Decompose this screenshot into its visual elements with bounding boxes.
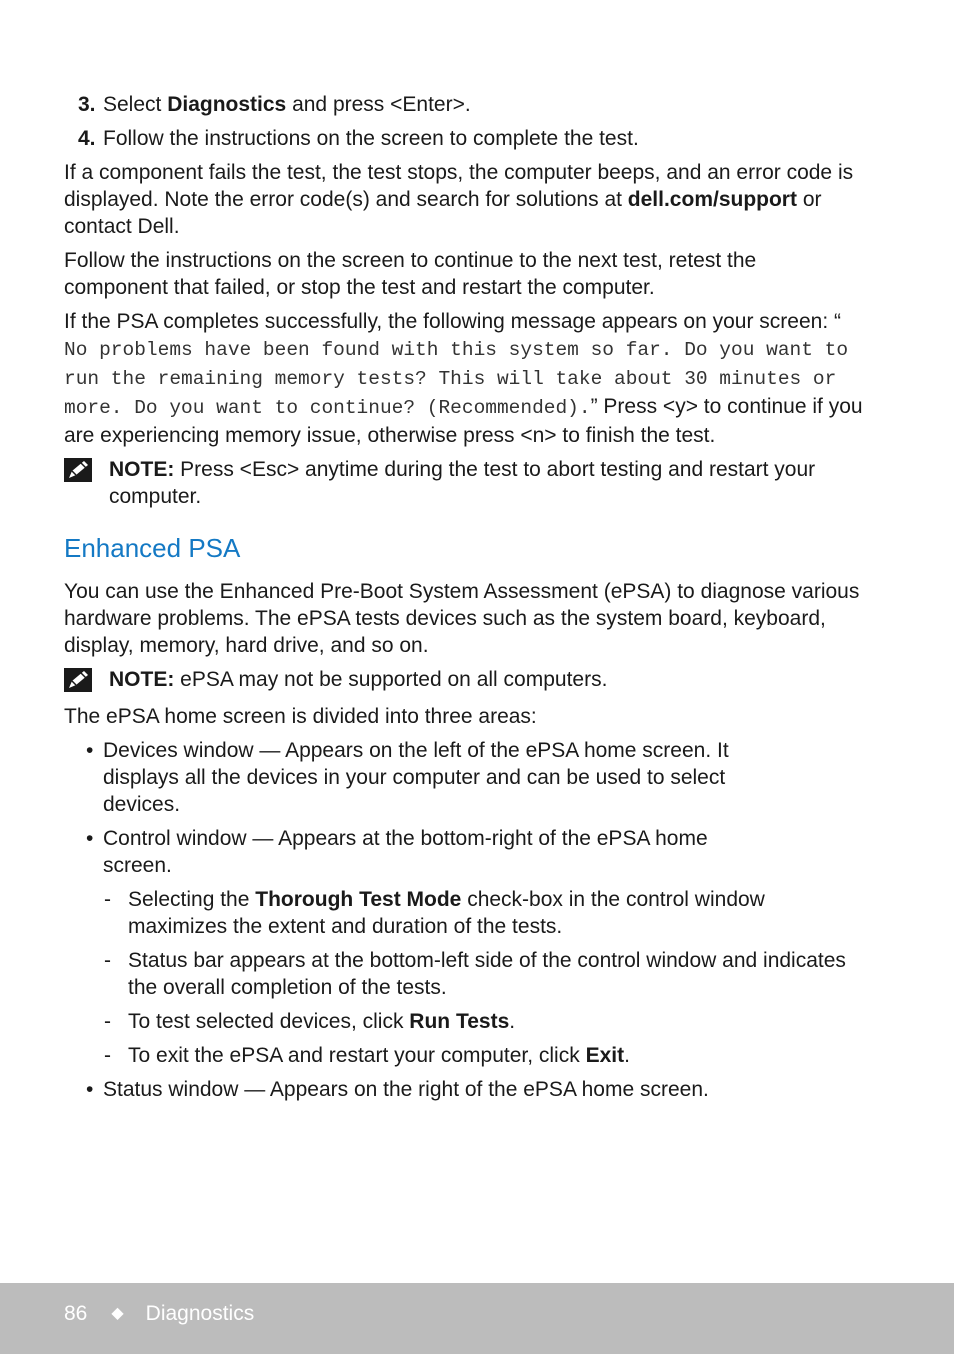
step-text bbox=[103, 91, 864, 118]
paragraph-text: or contact Dell. bbox=[64, 188, 822, 238]
note-pencil-icon bbox=[64, 458, 92, 482]
dash-marker: - bbox=[104, 888, 111, 911]
sub-item-post: . bbox=[624, 1044, 630, 1067]
sub-item-pre: Status bar appears at the bottom-left side of the control window and indicates the overall completion of the tests. bbox=[128, 949, 846, 999]
bullet-marker: • bbox=[86, 827, 94, 850]
note-label: NOTE: bbox=[109, 668, 175, 691]
psa-message: No problems have been found with this system so far. Do you want to run the remaining memory tests? This will take about 30 minutes or more. Do you want to continue? (Recommended). bbox=[64, 339, 849, 419]
sub-item-post: . bbox=[509, 1010, 516, 1033]
bullet-marker: • bbox=[86, 739, 94, 762]
sub-item-pre: To test selected devices, click bbox=[128, 1010, 410, 1033]
paragraph-text: If a component fails the test, the test stops, the computer beeps, and an error code is displayed. Note the error code(s) and search for solutions at bbox=[64, 161, 854, 211]
paragraph-component-fails bbox=[64, 159, 864, 240]
step-number: 4. bbox=[78, 127, 96, 150]
note-body: ePSA may not be supported on all computers. bbox=[174, 668, 608, 691]
step-4 bbox=[64, 125, 864, 152]
sub-item-bold: Run Tests bbox=[409, 1010, 510, 1033]
note-text bbox=[109, 456, 864, 510]
paragraph-psa-success bbox=[64, 308, 864, 449]
paragraph-text: ” Press <y> to continue if you are experiencing memory issue, otherwise press <n> to finish the test. bbox=[64, 395, 863, 447]
sub-item-status-bar bbox=[64, 947, 864, 1001]
note-text bbox=[109, 666, 864, 693]
paragraph-text: If the PSA completes successfully, the following message appears on your screen: “ bbox=[64, 310, 841, 333]
dash-marker: - bbox=[104, 1010, 111, 1033]
sub-item-run-tests bbox=[64, 1008, 864, 1035]
page-content bbox=[64, 91, 864, 1110]
sub-item-bold: Exit bbox=[585, 1044, 625, 1067]
page-number: 86 bbox=[64, 1302, 88, 1325]
note-esc bbox=[64, 456, 864, 510]
sub-item-bold: Thorough Test Mode bbox=[255, 888, 462, 911]
sub-item-text bbox=[128, 1042, 864, 1069]
dash-marker: - bbox=[104, 949, 111, 972]
page-footer bbox=[0, 1283, 954, 1354]
bullet-devices-window bbox=[64, 737, 864, 818]
bullet-text: Devices window — Appears on the left of the ePSA home screen. It displays all the devices in your computer and can be used to select devices. bbox=[103, 739, 729, 816]
dash-marker: - bbox=[104, 1044, 111, 1067]
paragraph-follow-instructions: Follow the instructions on the screen to continue to the next test, retest the component that failed, or stop the test and restart the computer. bbox=[64, 249, 757, 299]
step-text: Follow the instructions on the screen to complete the test. bbox=[103, 127, 639, 150]
note-label: NOTE: bbox=[109, 458, 175, 481]
bullet-control-window bbox=[64, 825, 864, 879]
step-text-bold: Diagnostics bbox=[167, 93, 287, 116]
sub-item-exit bbox=[64, 1042, 864, 1069]
step-text-pre: Select bbox=[103, 93, 168, 116]
bullet-status-window bbox=[64, 1076, 864, 1103]
step-number: 3. bbox=[78, 93, 96, 116]
footer-content bbox=[64, 1300, 254, 1327]
support-link[interactable]: dell.com/support bbox=[627, 188, 797, 211]
note-pencil-icon bbox=[64, 668, 92, 692]
sub-item-pre: Selecting the bbox=[128, 888, 256, 911]
sub-item-post: check-box in the control window maximizes the extent and duration of the tests. bbox=[128, 888, 765, 938]
bullet-text: Status window — Appears on the right of the ePSA home screen. bbox=[103, 1078, 709, 1101]
step-3 bbox=[64, 91, 864, 118]
note-epsa-support bbox=[64, 666, 864, 693]
bullet-text: Control window — Appears at the bottom-right of the ePSA home screen. bbox=[103, 827, 708, 877]
sub-item-thorough-test bbox=[64, 886, 864, 940]
bullet-marker: • bbox=[86, 1078, 94, 1101]
sub-item-text bbox=[128, 1008, 864, 1035]
step-text-post: and press <Enter>. bbox=[286, 93, 471, 116]
diamond-icon: ◆ bbox=[111, 1305, 124, 1322]
sub-item-pre: To exit the ePSA and restart your computer, click bbox=[128, 1044, 586, 1067]
sub-item-text bbox=[128, 947, 864, 1001]
paragraph-epsa-intro: You can use the Enhanced Pre-Boot System Assessment (ePSA) to diagnose various hardware problems. The ePSA tests devices such as the system board, keyboard, display, memory, hard drive, and so on. bbox=[64, 580, 860, 657]
sub-item-text bbox=[128, 886, 864, 940]
section-heading: Enhanced PSA bbox=[64, 533, 241, 563]
note-body: Press <Esc> anytime during the test to abort testing and restart your computer. bbox=[109, 458, 816, 508]
paragraph-three-areas: The ePSA home screen is divided into three areas: bbox=[64, 705, 537, 728]
footer-section-title: Diagnostics bbox=[145, 1302, 255, 1325]
